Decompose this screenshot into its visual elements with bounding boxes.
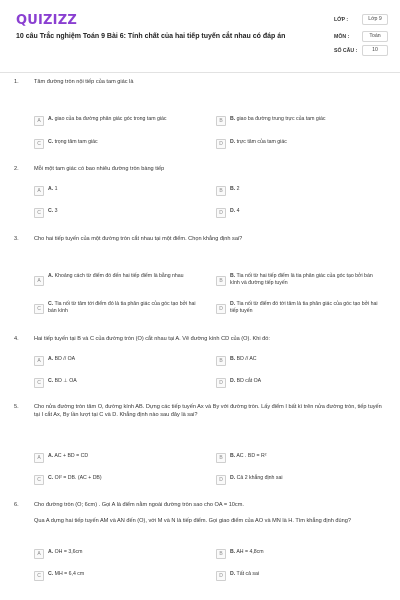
option-box: B bbox=[216, 549, 226, 559]
option-letter: A. bbox=[48, 273, 54, 279]
option-letter: B. bbox=[230, 356, 236, 362]
option-box: C bbox=[34, 208, 44, 218]
question-text: Tâm đường tròn nội tiếp của tam giác là bbox=[34, 79, 134, 85]
option-box: D bbox=[216, 304, 226, 314]
option-text: AH = 4,8cm bbox=[236, 549, 264, 555]
question-number: 3. bbox=[14, 236, 19, 242]
question-number: 1. bbox=[14, 79, 19, 85]
option-box: A bbox=[34, 276, 44, 286]
option-letter: D. bbox=[230, 139, 236, 145]
option-text: MH = 6,4 cm bbox=[54, 571, 85, 577]
option-letter: C. bbox=[48, 208, 54, 214]
option-box: D bbox=[216, 571, 226, 581]
option-box: A bbox=[34, 116, 44, 126]
option-box: B bbox=[216, 186, 226, 196]
meta-question-count bbox=[334, 45, 390, 57]
meta-label: LỚP : bbox=[334, 17, 349, 23]
meta-subject bbox=[334, 31, 390, 43]
option-box: C bbox=[34, 304, 44, 314]
option-letter: B. bbox=[230, 453, 236, 459]
option-text: BD // OA bbox=[54, 356, 76, 362]
option-letter: C. bbox=[48, 378, 54, 384]
option-text: Tia nối từ hai tiếp điểm là tia phân giác của góc tạo bởi bán kính và đường tiếp tuyến bbox=[230, 273, 373, 286]
option-box: C bbox=[34, 378, 44, 388]
question-text: Cho hai tiếp tuyến của một đường tròn cắt nhau tại một điểm. Chọn khẳng định sai? bbox=[34, 236, 243, 242]
option-letter: A. bbox=[48, 453, 54, 459]
option-letter: B. bbox=[230, 273, 236, 279]
option-text: AC + BD = CD bbox=[54, 453, 89, 459]
option-box: D bbox=[216, 475, 226, 485]
option-text: OI² = DB. (AC + DB) bbox=[54, 475, 102, 481]
option-text: trực tâm của tam giác bbox=[236, 139, 287, 145]
option-letter: C. bbox=[48, 301, 54, 307]
option-box: B bbox=[216, 356, 226, 366]
option-box: A bbox=[34, 186, 44, 196]
option-text: giao ba đường trung trực của tam giác bbox=[236, 116, 326, 122]
option-letter: A. bbox=[48, 186, 54, 192]
question-text: Qua A dựng hai tiếp tuyến AM và AN đến (O), với M và N là tiếp điểm. Gọi giao điểm của AO và MN là H. Tìm khẳng định đúng? bbox=[34, 518, 351, 524]
option-letter: D. bbox=[230, 301, 236, 307]
question-text: Cho đường tròn (O; 6cm) . Gọi A là điểm nằm ngoài đường tròn sao cho OA = 10cm. bbox=[34, 502, 244, 508]
option-letter: B. bbox=[230, 186, 236, 192]
option-box: C bbox=[34, 475, 44, 485]
option-text: Khoảng cách từ điểm đó đến hai tiếp điểm là bằng nhau bbox=[54, 273, 184, 279]
meta-value: 10 bbox=[362, 45, 388, 56]
question-number: 4. bbox=[14, 336, 19, 342]
meta-value: Toán bbox=[362, 31, 388, 42]
option-box: B bbox=[216, 116, 226, 126]
worksheet-title: 10 câu Trắc nghiệm Toán 9 Bài 6: Tính chất của hai tiếp tuyến cắt nhau có đáp án bbox=[16, 33, 286, 40]
option-text: BD // AC bbox=[236, 356, 257, 362]
option-text: giao của ba đường phân giác góc trong tam giác bbox=[54, 116, 167, 122]
option-text: 3 bbox=[54, 208, 58, 214]
option-text: OH = 3,6cm bbox=[54, 549, 83, 555]
option-text: 4 bbox=[236, 208, 240, 214]
option-letter: D. bbox=[230, 475, 236, 481]
option-text: Cả 2 khẳng định sai bbox=[236, 475, 283, 481]
option-box: C bbox=[34, 571, 44, 581]
question-number: 6. bbox=[14, 502, 19, 508]
option-text: 2 bbox=[236, 186, 240, 192]
option-letter: B. bbox=[230, 549, 236, 555]
option-box: A bbox=[34, 453, 44, 463]
meta-label: MÔN : bbox=[334, 34, 350, 40]
header-divider bbox=[0, 72, 400, 73]
option-letter: A. bbox=[48, 116, 54, 122]
option-letter: C. bbox=[48, 571, 54, 577]
option-letter: D. bbox=[230, 208, 236, 214]
option-box: D bbox=[216, 208, 226, 218]
quizizz-logo: QUIZIZZ bbox=[16, 13, 77, 28]
worksheet-header bbox=[0, 0, 400, 68]
option-box: B bbox=[216, 276, 226, 286]
option-text: Tất cả sai bbox=[236, 571, 260, 577]
option-text: BD cắt OA bbox=[236, 378, 262, 384]
option-box: C bbox=[34, 139, 44, 149]
option-letter: A. bbox=[48, 549, 54, 555]
meta-grade bbox=[334, 14, 390, 26]
option-box: A bbox=[34, 549, 44, 559]
question-number: 5. bbox=[14, 404, 19, 410]
option-letter: D. bbox=[230, 378, 236, 384]
option-letter: C. bbox=[48, 139, 54, 145]
question-text: Mỗi một tam giác có bao nhiêu đường tròn bàng tiếp bbox=[34, 166, 165, 172]
option-letter: C. bbox=[48, 475, 54, 481]
option-text: Tia nối từ điểm đó tới tâm là tia phân giác của góc tạo bởi hai tiếp tuyến bbox=[230, 301, 378, 314]
meta-value: Lớp 9 bbox=[362, 14, 388, 25]
option-text: Tia nối từ tâm tới điểm đó là tia phân giác của góc tạo bởi hai bán kính bbox=[48, 301, 196, 314]
option-text: 1 bbox=[54, 186, 58, 192]
option-box: D bbox=[216, 378, 226, 388]
question-text: Hai tiếp tuyến tại B và C của đường tròn (O) cắt nhau tại A. Vẽ đường kính CD của (O). Khi đó: bbox=[34, 336, 270, 342]
question-text: Cho nửa đường tròn tâm O, đường kính AB. Dựng các tiếp tuyến Ax và By với đường tròn. Lấy điểm I bất kì trên nửa đường tròn, tiếp tuyến tại I cắt Ax, By lần lượt tại C và D. Khẳng định nào sau đây là sai? bbox=[34, 404, 382, 418]
meta-label: SỐ CÂU : bbox=[334, 48, 358, 54]
question-number: 2. bbox=[14, 166, 19, 172]
option-letter: B. bbox=[230, 116, 236, 122]
option-letter: A. bbox=[48, 356, 54, 362]
option-box: B bbox=[216, 453, 226, 463]
option-text: BD ⊥ OA bbox=[54, 378, 77, 384]
option-text: trọng tâm tam giác bbox=[54, 139, 98, 145]
option-box: A bbox=[34, 356, 44, 366]
option-box: D bbox=[216, 139, 226, 149]
option-letter: D. bbox=[230, 571, 236, 577]
option-text: AC . BD = R² bbox=[236, 453, 267, 459]
